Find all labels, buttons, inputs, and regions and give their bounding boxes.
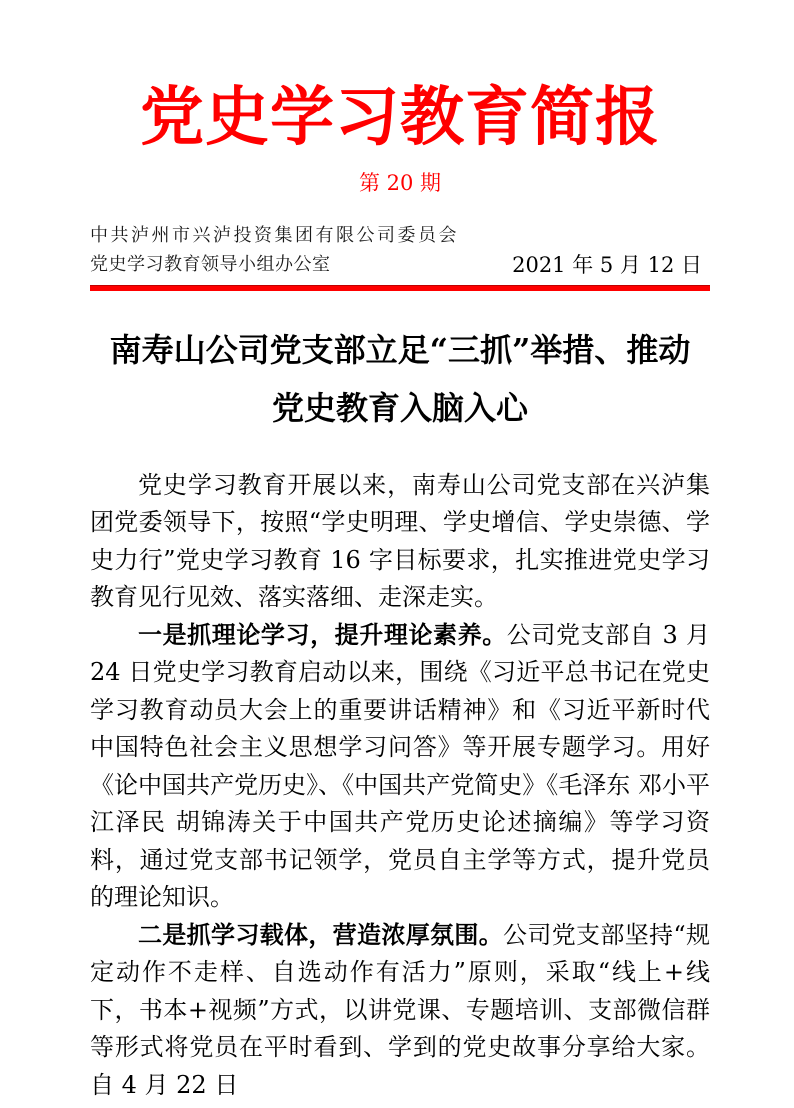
article-body [90,467,710,1105]
masthead-divider-rule [90,285,710,291]
article [90,321,710,1105]
masthead [90,0,710,291]
paragraph-point-1-lead: 一是抓理论学习，提升理论素养。 [138,620,507,649]
article-title [90,321,710,437]
paragraph-point-2-text: 公司党支部坚持“规定动作不走样、自选动作有活力”原则，采取“线上+线下，书本+视频”方式，以讲党课、专题培训、支部微信群等形式将党员在平时看到、学到的党史故事分享给大家。自 4 月 22 日 [90,920,711,1099]
paragraph-point-1 [90,617,710,917]
paragraph-intro [90,467,710,617]
issuing-org-line1: 中共泸州市兴泸投资集团有限公司委员会 [90,224,459,246]
masthead-title: 党史学习教育简报 [140,80,660,155]
paragraph-point-2-lead: 二是抓学习载体，营造浓厚氛围。 [138,920,504,949]
paragraph-intro-text: 党史学习教育开展以来，南寿山公司党支部在兴泸集团党委领导下，按照“学史明理、学史增信、学史崇德、学史力行”党史学习教育 16 字目标要求，扎实推进党史学习教育见行见效、落实落细、走深走实。 [90,470,710,612]
paragraph-point-1-text: 公司党支部自 3 月 24 日党史学习教育启动以来，围绕《习近平总书记在党史学习教育动员大会上的重要讲话精神》和《习近平新时代中国特色社会主义思想学习问答》等开展专题学习。用好《论中国共产党历史》、《中国共产党简史》《毛泽东 邓小平 江泽民 胡锦涛关于中国共产党历史论述摘编》等学习资料，通过党支部书记领学，党员自主学等方式，提升党员的理论知识。 [90,620,711,912]
issuing-org-line2: 党史学习教育领导小组办公室 [90,253,331,275]
article-title-line2: 党史教育入脑入心 [271,388,528,427]
issue-date: 2021 年 5 月 12 日 [512,252,702,277]
paragraph-point-2 [90,917,710,1105]
masthead-info-row [90,221,710,279]
issue-number: 第 20 期 [358,170,442,195]
issuing-org [90,221,459,279]
article-title-line1: 南寿山公司党支部立足“三抓”举措、推动 [109,330,691,369]
